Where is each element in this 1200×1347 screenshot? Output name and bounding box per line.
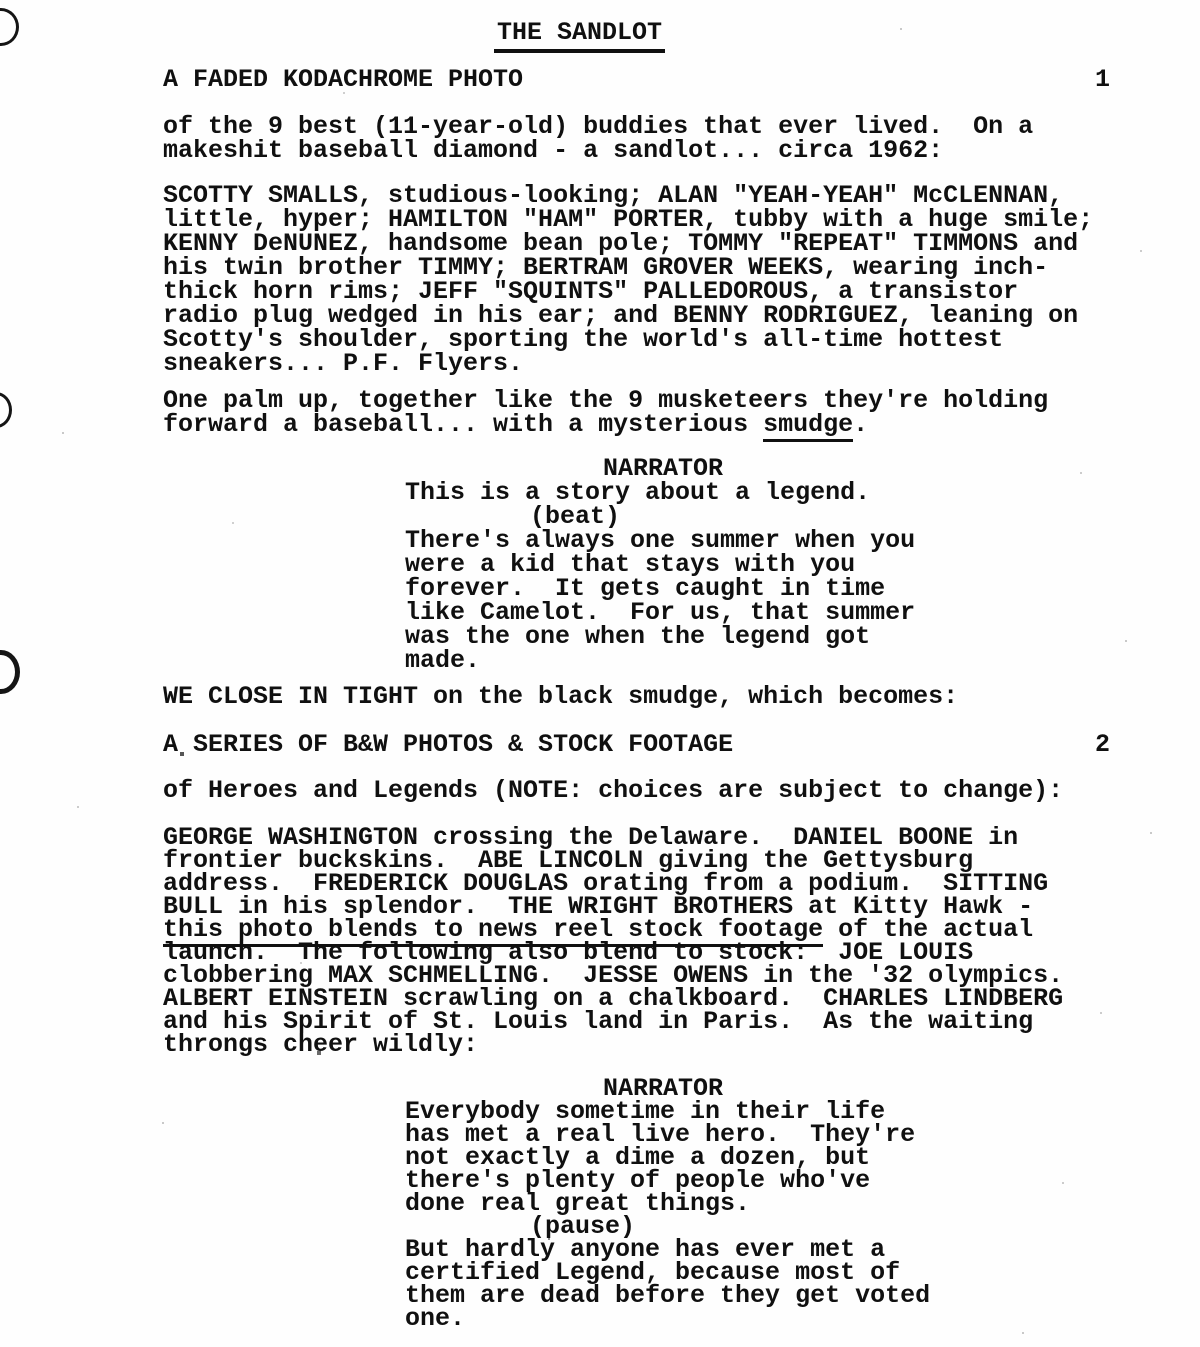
- action-line: KENNY DeNUNEZ, handsome bean pole; TOMMY "REPEAT" TIMMONS and: [163, 229, 1079, 258]
- character-name: NARRATOR: [603, 454, 724, 483]
- action-line: [163, 410, 1048, 439]
- dialogue-block-2: [405, 1074, 931, 1333]
- punch-hole-artifact: [0, 650, 20, 694]
- action-block-palm: [163, 386, 1049, 439]
- action-line: BULL in his splendor. THE WRIGHT BROTHERS at Kitty Hawk -: [163, 892, 1034, 921]
- dialogue-line: them are dead before they get voted: [405, 1281, 931, 1310]
- dialogue-line: certified Legend, because most of: [405, 1258, 901, 1287]
- action-line-heroes: of Heroes and Legends (NOTE: choices are subject to change):: [163, 776, 1064, 805]
- action-text: .: [853, 410, 869, 439]
- dialogue-line: Everybody sometime in their life: [405, 1097, 886, 1126]
- dialogue-line: like Camelot. For us, that summer: [405, 598, 916, 627]
- dialogue-line: This is a story about a legend.: [405, 478, 871, 507]
- action-line: GEORGE WASHINGTON crossing the Delaware. DANIEL BOONE in: [163, 823, 1019, 852]
- dialogue-line: forever. It gets caught in time: [405, 574, 886, 603]
- action-line: his twin brother TIMMY; BERTRAM GROVER WEEKS, wearing inch-: [163, 253, 1049, 282]
- dialogue-line: was the one when the legend got: [405, 622, 871, 651]
- dialogue-line: there's plenty of people who've: [405, 1166, 871, 1195]
- parenthetical: (beat): [530, 502, 621, 531]
- action-line: address. FREDERICK DOUGLAS orating from a podium. SITTING: [163, 869, 1049, 898]
- action-line: throngs cheer wildly:: [163, 1030, 479, 1059]
- action-text: of the actual: [823, 915, 1034, 944]
- underlined-phrase-stock-footage: this photo blends to news reel stock footage: [163, 915, 823, 947]
- action-line: One palm up, together like the 9 musketeers they're holding: [163, 386, 1049, 415]
- scene-number-1: 1: [1095, 65, 1111, 94]
- action-line: ALBERT EINSTEIN scrawling on a chalkboard. CHARLES LINDBERG: [163, 984, 1064, 1013]
- page-title: [497, 20, 665, 46]
- action-block-stock: [163, 823, 1064, 1059]
- underlined-word-smudge: smudge: [763, 410, 853, 442]
- dialogue-line: one.: [405, 1304, 466, 1333]
- action-line: frontier buckskins. ABE LINCOLN giving the Gettysburg: [163, 846, 974, 875]
- action-line: launch. The following also blend to stock: JOE LOUIS: [163, 938, 974, 967]
- action-line: of the 9 best (11-year-old) buddies that ever lived. On a: [163, 112, 1034, 141]
- dialogue-line: not exactly a dime a dozen, but: [405, 1143, 871, 1172]
- action-line: sneakers... P.F. Flyers.: [163, 349, 524, 378]
- action-line: radio plug wedged in his ear; and BENNY RODRIGUEZ, leaning on: [163, 301, 1079, 330]
- action-block-intro: [163, 112, 1034, 165]
- scene-number-2: 2: [1095, 730, 1111, 759]
- action-text: forward a baseball... with a mysterious: [163, 410, 764, 439]
- parenthetical: (pause): [530, 1212, 636, 1241]
- dialogue-block-1: [405, 454, 916, 675]
- punch-hole-artifact: [0, 8, 19, 46]
- action-line: clobbering MAX SCHMELLING. JESSE OWENS in the '32 olympics.: [163, 961, 1064, 990]
- action-line: thick horn rims; JEFF "SQUINTS" PALLEDOROUS, a transistor: [163, 277, 1019, 306]
- dialogue-line: done real great things.: [405, 1189, 751, 1218]
- dialogue-line: But hardly anyone has ever met a: [405, 1235, 886, 1264]
- action-line: makeshit baseball diamond - a sandlot... circa 1962:: [163, 136, 944, 165]
- action-block-cast: [163, 181, 1094, 378]
- action-line: Scotty's shoulder, sporting the world's all-time hottest: [163, 325, 1004, 354]
- scene-heading-1: A FADED KODACHROME PHOTO: [163, 65, 524, 94]
- dialogue-line: There's always one summer when you: [405, 526, 916, 555]
- scene-heading-2: A SERIES OF B&W PHOTOS & STOCK FOOTAGE: [163, 730, 734, 759]
- dialogue-line: were a kid that stays with you: [405, 550, 856, 579]
- dialogue-line: has met a real live hero. They're: [405, 1120, 916, 1149]
- action-line: SCOTTY SMALLS, studious-looking; ALAN "YEAH-YEAH" McCLENNAN,: [163, 181, 1064, 210]
- punch-hole-artifact: [0, 392, 12, 428]
- transition-line: WE CLOSE IN TIGHT on the black smudge, which becomes:: [163, 682, 959, 711]
- action-line: little, hyper; HAMILTON "HAM" PORTER, tubby with a huge smile;: [163, 205, 1094, 234]
- character-name: NARRATOR: [603, 1074, 724, 1103]
- page-title-text: THE SANDLOT: [494, 18, 665, 53]
- action-line: and his Spirit of St. Louis land in Paris. As the waiting: [163, 1007, 1034, 1036]
- dialogue-line: made.: [405, 646, 481, 675]
- photocopy-specks: [0, 0, 2, 2]
